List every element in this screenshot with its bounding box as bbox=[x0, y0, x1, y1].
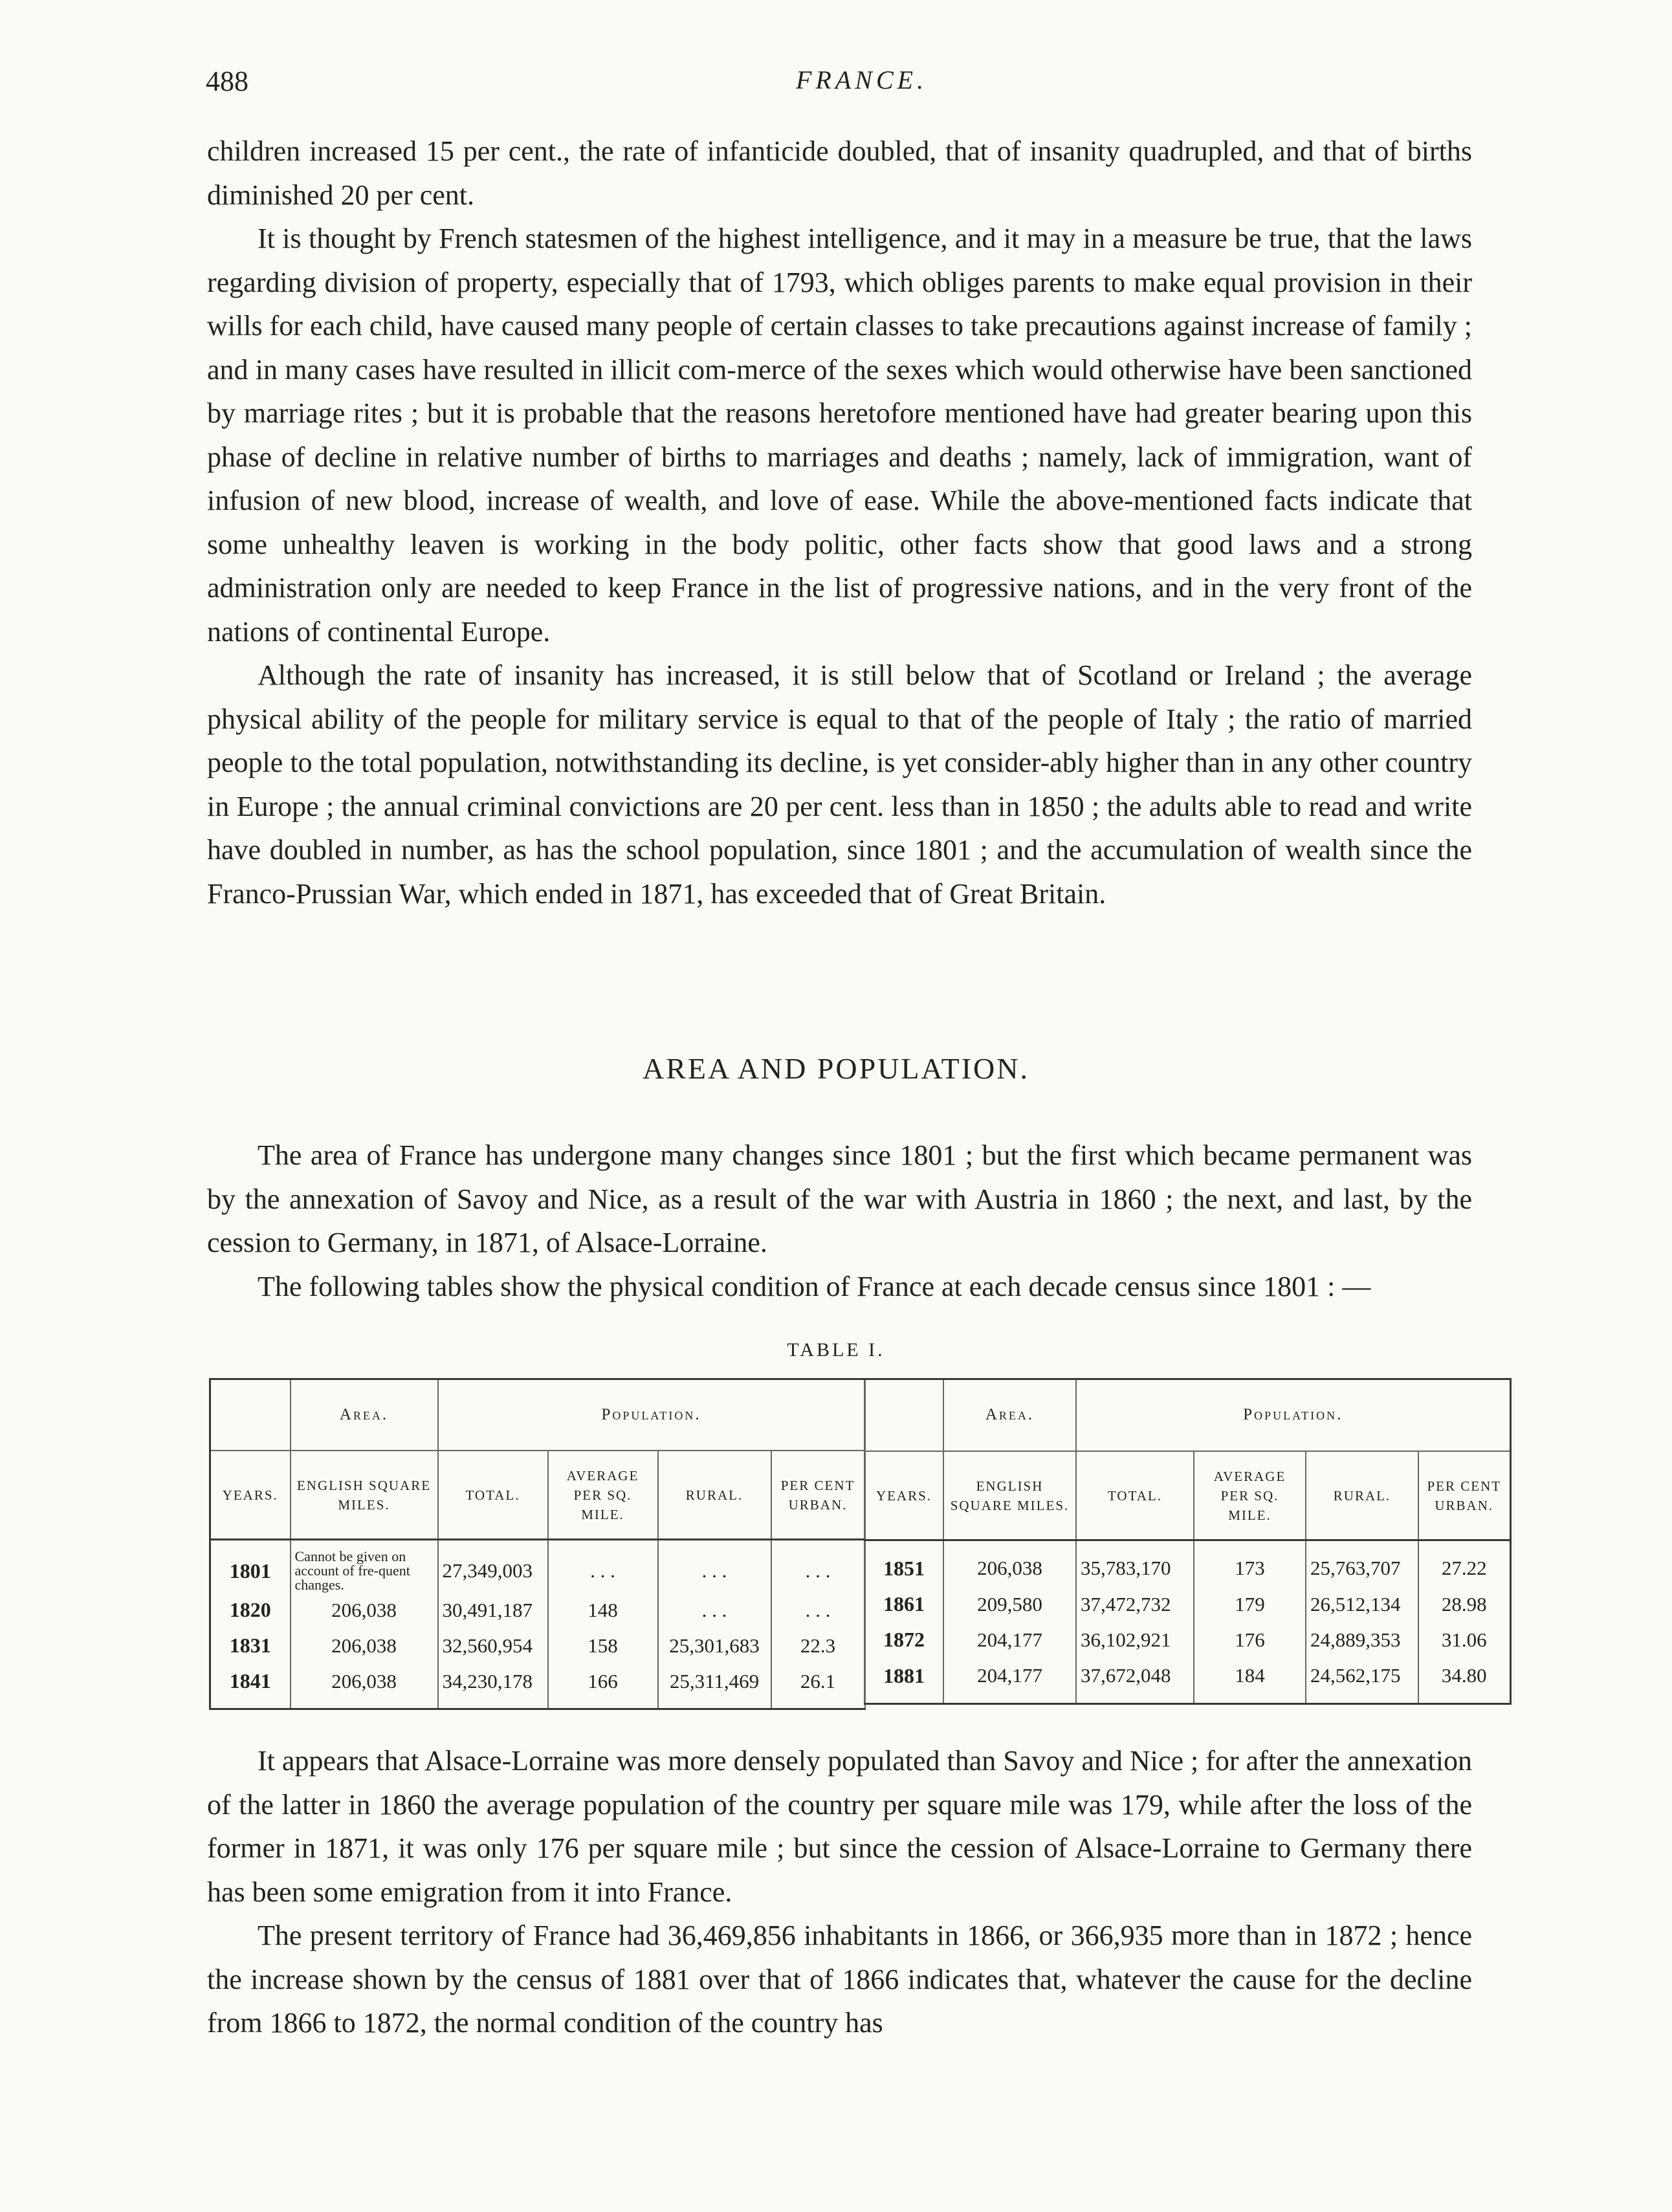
cell-area: 204,177 bbox=[943, 1658, 1076, 1704]
col-average: AVERAGE PER SQ. MILE. bbox=[548, 1451, 658, 1540]
cell-rural: 25,763,707 bbox=[1306, 1540, 1418, 1586]
cell-urban: 22.3 bbox=[771, 1628, 865, 1663]
cell-total: 27,349,003 bbox=[438, 1540, 548, 1593]
col-rural: RURAL. bbox=[658, 1451, 771, 1540]
col-total: TOTAL. bbox=[438, 1451, 548, 1540]
cell-total: 36,102,921 bbox=[1076, 1622, 1194, 1658]
cell-rural: 25,311,469 bbox=[658, 1663, 771, 1709]
cell-urban: 31.06 bbox=[1418, 1622, 1510, 1658]
table-row bbox=[210, 1540, 865, 1593]
cell-total: 34,230,178 bbox=[438, 1663, 548, 1709]
cell-area: 206,038 bbox=[291, 1663, 438, 1709]
paragraph: It is thought by French statesmen of the highest intelligence, and it may in a measure be true, that the laws regarding division of property, especially that of 1793, which obliges parents to make equal provision in their wills for each child, have caused many people of certain classes to take precautions against increase of family ; and in many cases have resulted in illicit com-merce of the sexes which would otherwise have been sanctioned by marriage rites ; but it is probable that the reasons heretofore mentioned have had greater bearing upon this phase of decline in relative number of births to marriages and deaths ; namely, lack of immigration, want of infusion of new blood, increase of wealth, and love of ease. While the above-mentioned facts indicate that some unhealthy leaven is working in the body politic, other facts show that good laws and a strong administration only are needed to keep France in the list of progressive nations, and in the very front of the nations of continental Europe. bbox=[207, 223, 1472, 648]
table-row bbox=[210, 1663, 865, 1709]
col-urban: PER CENT URBAN. bbox=[1418, 1451, 1510, 1540]
cell-area: 209,580 bbox=[943, 1586, 1076, 1622]
col-rural: RURAL. bbox=[1306, 1451, 1418, 1540]
cell-area: 206,038 bbox=[291, 1592, 438, 1628]
section-title: AREA AND POPULATION. bbox=[643, 1052, 1029, 1085]
cell-total: 37,672,048 bbox=[1076, 1658, 1194, 1704]
cell-average: 184 bbox=[1194, 1658, 1306, 1704]
cell-total: 32,560,954 bbox=[438, 1628, 548, 1663]
table-row bbox=[864, 1622, 1510, 1658]
table-row bbox=[864, 1658, 1510, 1704]
cell-year: 1851 bbox=[864, 1540, 943, 1586]
paragraph: It appears that Alsace-Lorraine was more densely populated than Savoy and Nice ; for after the annexation of the latter in 1860 the average population of the country per square mile was 179, while after the loss of the former in 1871, it was only 176 per square mile ; but since the cession of Alsace-Lorraine to Germany there has been some emigration from it into France. bbox=[207, 1745, 1472, 1908]
cell-total: 37,472,732 bbox=[1076, 1586, 1194, 1622]
col-urban: PER CENT URBAN. bbox=[771, 1451, 865, 1540]
census-table-left bbox=[209, 1378, 866, 1710]
cell-urban: 27.22 bbox=[1418, 1540, 1510, 1586]
cell-year: 1820 bbox=[210, 1592, 291, 1628]
paragraph: The area of France has undergone many changes since 1801 ; but the first which became permanent was by the annexation of Savoy and Nice, as a result of the war with Austria in 1860 ; the next, and last, by the cession to Germany, in 1871, of Alsace-Lorraine. bbox=[207, 1139, 1472, 1258]
table-row bbox=[864, 1586, 1510, 1622]
cell-rural: 24,889,353 bbox=[1306, 1622, 1418, 1658]
closing-text bbox=[207, 1739, 1472, 2045]
col-square-miles: ENGLISH SQUARE MILES. bbox=[291, 1451, 438, 1540]
cell-year: 1841 bbox=[210, 1663, 291, 1709]
cell-year: 1861 bbox=[864, 1586, 943, 1622]
paragraph: The following tables show the physical condition of France at each decade census since 1801 : — bbox=[258, 1270, 1371, 1302]
table-row bbox=[864, 1540, 1510, 1586]
cell-rural: 25,301,683 bbox=[658, 1628, 771, 1663]
cell-urban: 28.98 bbox=[1418, 1586, 1510, 1622]
page-number: 488 bbox=[206, 65, 248, 97]
header-population: Population. bbox=[1076, 1379, 1510, 1451]
area-text bbox=[207, 1133, 1472, 1308]
col-years: YEARS. bbox=[864, 1451, 943, 1540]
header-area: Area. bbox=[943, 1379, 1076, 1451]
table-label: TABLE I. bbox=[787, 1339, 885, 1361]
cell-rural: . . . bbox=[658, 1592, 771, 1628]
cell-year: 1881 bbox=[864, 1658, 943, 1704]
cell-area: 204,177 bbox=[943, 1622, 1076, 1658]
cell-average: 179 bbox=[1194, 1586, 1306, 1622]
header-population: Population. bbox=[438, 1379, 865, 1451]
cell-area: Cannot be given on account of fre-quent changes. bbox=[291, 1540, 438, 1593]
cell-rural: 24,562,175 bbox=[1306, 1658, 1418, 1704]
cell-rural: . . . bbox=[658, 1540, 771, 1593]
col-years: YEARS. bbox=[210, 1451, 291, 1540]
cell-area: 206,038 bbox=[291, 1628, 438, 1663]
cell-urban: . . . bbox=[771, 1592, 865, 1628]
cell-average: 148 bbox=[548, 1592, 658, 1628]
intro-text bbox=[207, 129, 1472, 915]
header-blank bbox=[864, 1379, 943, 1451]
paragraph: Although the rate of insanity has increased, it is still below that of Scotland or Ireland ; the average physical ability of the people for military service is equal to that of the people of Italy ; the ratio of married people to the total population, notwithstanding its decline, is yet consider-ably higher than in any other country in Europe ; the annual criminal convictions are 20 per cent. less than in 1850 ; the adults able to read and write have doubled in number, as has the school population, since 1801 ; and the accumulation of wealth since the Franco-Prussian War, which ended in 1871, has exceeded that of Great Britain. bbox=[207, 659, 1472, 910]
table-row bbox=[210, 1628, 865, 1663]
cell-urban: 26.1 bbox=[771, 1663, 865, 1709]
cell-year: 1801 bbox=[210, 1540, 291, 1593]
paragraph: children increased 15 per cent., the rate of infanticide doubled, that of insanity quadrupled, and that of births diminished 20 per cent. bbox=[207, 135, 1472, 211]
running-head: FRANCE. bbox=[796, 65, 928, 94]
census-table-right bbox=[864, 1378, 1512, 1705]
col-average: AVERAGE PER SQ. MILE. bbox=[1194, 1451, 1306, 1540]
cell-year: 1872 bbox=[864, 1622, 943, 1658]
cell-total: 35,783,170 bbox=[1076, 1540, 1194, 1586]
cell-average: . . . bbox=[548, 1540, 658, 1593]
cell-average: 166 bbox=[548, 1663, 658, 1709]
col-total: TOTAL. bbox=[1076, 1451, 1194, 1540]
header-area: Area. bbox=[291, 1379, 438, 1451]
cell-urban: . . . bbox=[771, 1540, 865, 1593]
cell-year: 1831 bbox=[210, 1628, 291, 1663]
col-square-miles: ENGLISH SQUARE MILES. bbox=[943, 1451, 1076, 1540]
cell-rural: 26,512,134 bbox=[1306, 1586, 1418, 1622]
paragraph: The present territory of France had 36,469,856 inhabitants in 1866, or 366,935 more than in 1872 ; hence the increase shown by the census of 1881 over that of 1866 indicates that, whatever the cause for the decline from 1866 to 1872, the normal condition of the country has bbox=[207, 1920, 1472, 2039]
cell-average: 158 bbox=[548, 1628, 658, 1663]
cell-urban: 34.80 bbox=[1418, 1658, 1510, 1704]
cell-average: 173 bbox=[1194, 1540, 1306, 1586]
cell-total: 30,491,187 bbox=[438, 1592, 548, 1628]
cell-average: 176 bbox=[1194, 1622, 1306, 1658]
cell-area: 206,038 bbox=[943, 1540, 1076, 1586]
header-blank bbox=[210, 1379, 291, 1451]
table-row bbox=[210, 1592, 865, 1628]
